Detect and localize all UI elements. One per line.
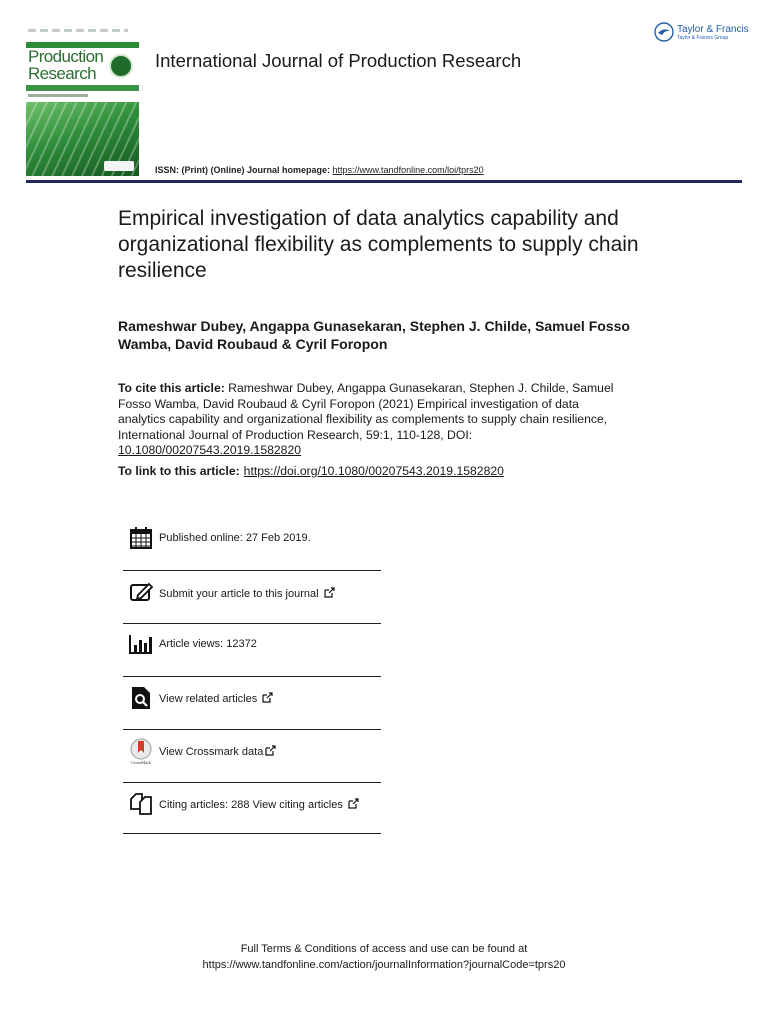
crossmark-icon-text: CrossMark <box>131 760 151 765</box>
calendar-icon <box>127 524 155 552</box>
article-link-line <box>118 464 504 478</box>
info-divider <box>123 833 381 834</box>
bar-chart-icon <box>127 630 155 658</box>
article-authors: Rameshwar Dubey, Angappa Gunasekaran, Stephen J. Childe, Samuel Fosso Wamba, David Roubaud & Cyril Foropon <box>118 318 630 352</box>
cover-publisher-logo-icon <box>104 161 134 171</box>
related-articles-label <box>159 692 273 705</box>
article-title: Empirical investigation of data analytics capability and organizational flexibility as complements to supply chain resilience <box>118 207 639 282</box>
citation-text: Rameshwar Dubey, Angappa Gunasekaran, Stephen J. Childe, Samuel Fosso Wamba, David Roubaud & Cyril Foropon (2021) Empirical investigation of data analytics capability and organizational flexibility as complements to supply chain resilience, International Journal of Production Research, 59:1, 110-128, DOI: <box>118 381 614 442</box>
citation-doi-link[interactable]: 10.1080/00207543.2019.1582820 <box>118 443 301 457</box>
crossmark-icon <box>127 737 155 765</box>
cover-title-line2: Research <box>28 64 96 83</box>
publisher-logo[interactable] <box>654 22 749 42</box>
related-articles-text: View related articles <box>159 692 258 705</box>
info-divider <box>123 570 381 571</box>
crossmark-label <box>159 745 276 758</box>
cover-title-line1: Production <box>28 47 104 66</box>
info-divider <box>123 729 381 730</box>
article-info-list <box>123 518 381 838</box>
citing-articles-label <box>159 798 359 811</box>
external-link-icon <box>324 587 335 598</box>
cover-seal-icon <box>109 54 133 78</box>
related-articles-row[interactable] <box>123 678 381 718</box>
citing-documents-icon <box>127 790 155 818</box>
taylor-francis-logo-icon <box>654 22 674 42</box>
published-online-label: Published online: 27 Feb 2019. <box>159 532 311 544</box>
article-views-label: Article views: 12372 <box>159 638 257 650</box>
issn-line <box>155 165 484 175</box>
info-divider <box>123 782 381 783</box>
external-link-icon <box>265 745 276 756</box>
crossmark-row[interactable] <box>123 731 381 771</box>
journal-cover-thumbnail <box>26 28 139 176</box>
info-divider <box>123 676 381 677</box>
article-link-label: To link to this article: <box>118 464 240 478</box>
header-divider <box>26 180 742 183</box>
terms-footer <box>0 942 768 973</box>
publisher-group: Taylor & Francis Group <box>677 34 729 41</box>
submit-article-row[interactable] <box>123 573 381 613</box>
citing-articles-row[interactable] <box>123 784 381 824</box>
edit-pencil-icon <box>127 579 155 607</box>
terms-footer-line1: Full Terms & Conditions of access and use can be found at <box>240 943 528 955</box>
published-online-row <box>123 518 381 558</box>
publisher-name: Taylor & Francis <box>677 23 749 35</box>
terms-footer-link[interactable]: https://www.tandfonline.com/action/journalInformation?journalCode=tprs20 <box>202 958 566 971</box>
journal-homepage-link[interactable]: https://www.tandfonline.com/loi/tprs20 <box>332 165 484 175</box>
external-link-icon <box>348 798 359 809</box>
submit-article-text: Submit your article to this journal <box>159 587 319 600</box>
article-views-row <box>123 624 381 664</box>
journal-title: International Journal of Production Research <box>155 50 522 71</box>
external-link-icon <box>262 692 273 703</box>
submit-article-label <box>159 587 335 600</box>
issn-label: ISSN: (Print) (Online) Journal homepage: <box>155 165 331 175</box>
article-doi-url-link[interactable]: https://doi.org/10.1080/00207543.2019.1582820 <box>243 464 504 478</box>
citation-label: To cite this article: <box>118 381 225 395</box>
citing-articles-text: Citing articles: 288 View citing articles <box>159 798 343 811</box>
document-search-icon <box>127 684 155 712</box>
citation-block <box>118 381 618 459</box>
crossmark-text: View Crossmark data <box>159 745 264 758</box>
